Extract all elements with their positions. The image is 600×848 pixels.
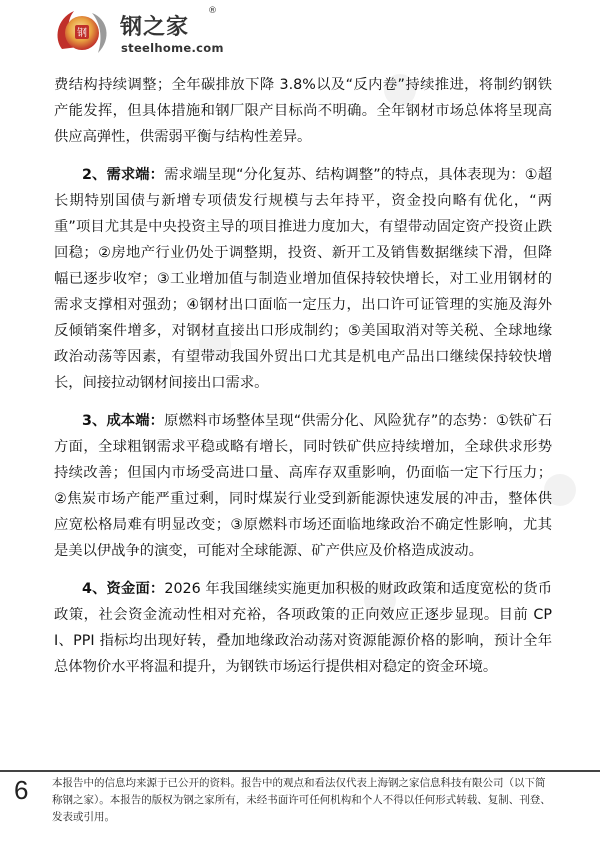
logo-seal-char: 钢: [77, 28, 87, 39]
logo-wordmark: 钢之家: [120, 15, 190, 40]
section-label: 4、资金面：: [82, 581, 165, 597]
logo-url: steelhome.com: [121, 41, 224, 55]
paragraph-cost: [54, 408, 552, 564]
page-number: 6: [14, 775, 29, 805]
section-label: 3、成本端：: [82, 413, 165, 429]
section-label: 2、需求端：: [82, 167, 165, 183]
page-header: [0, 0, 600, 66]
paragraph-funding: [54, 576, 552, 680]
paragraph-supply-continued: [54, 72, 552, 150]
paragraph-text: 费结构持续调整；全年碳排放下降 3.8%以及“反内卷”持续推进，将制约钢铁产能发挥，但具体措施和钢厂限产目标尚不明确。全年钢材市场总体将呈现高供应高弹性，供需弱平衡与结构性差异。: [54, 77, 552, 145]
paragraph-text: 2026 年我国继续实施更加积极的财政政策和适度宽松的货币政策，社会资金流动性相对充裕，各项政策的正向效应正逐步显现。目前 CPI、PPI 指标均出现好转，叠加地缘政治动荡对资源能源价格的影响，预计全年总体物价水平将温和提升，为钢铁市场运行提供相对稳定的资金环境。: [54, 581, 552, 675]
steelhome-logo-icon: [52, 3, 116, 59]
paragraph-text: 需求端呈现“分化复苏、结构调整”的特点，具体表现为：①超长期特别国债与新增专项债发行规模与去年持平，资金投向略有优化，“两重”项目尤其是中央投资主导的项目推进力度加大，有望带动固定资产投资止跌回稳；②房地产行业仍处于调整期，投资、新开工及销售数据继续下滑，但降幅已逐步收窄；③工业增加值与制造业增加值保持较快增长，对工业用钢材的需求支撑相对强劲；④钢材出口面临一定压力，出口许可证管理的实施及海外反倾销案件增多，对钢材直接出口形成制约；⑤美国取消对等关税、全球地缘政治动荡等因素，有望带动我国外贸出口尤其是机电产品出口继续保持较快增长，间接拉动钢材间接出口需求。: [54, 167, 552, 391]
paragraph-text: 原燃料市场整体呈现“供需分化、风险犹存”的态势：①铁矿石方面，全球粗钢需求平稳或略有增长，同时铁矿供应持续增加，全球供求形势持续改善；但国内市场受高进口量、高库存双重影响，仍面临一定下行压力；②焦炭市场产能严重过剩，同时煤炭行业受到新能源快速发展的冲击，整体供应宽松格局难有明显改变；③原燃料市场还面临地缘政治不确定性影响，尤其是美以伊战争的演变，可能对全球能源、矿产供应及价格造成波动。: [54, 413, 552, 559]
paragraph-demand: [54, 162, 552, 396]
registered-mark: ®: [208, 6, 217, 16]
report-body: [54, 72, 552, 680]
footer-disclaimer: 本报告中的信息均来源于已公开的资料。报告中的观点和看法仅代表上海钢之家信息科技有限公司（以下简称钢之家）。本报告的版权为钢之家所有，未经书面许可任何机构和个人不得以任何形式转载、复制、刊登、发表或引用。: [52, 777, 551, 823]
footer-divider: [0, 770, 600, 772]
